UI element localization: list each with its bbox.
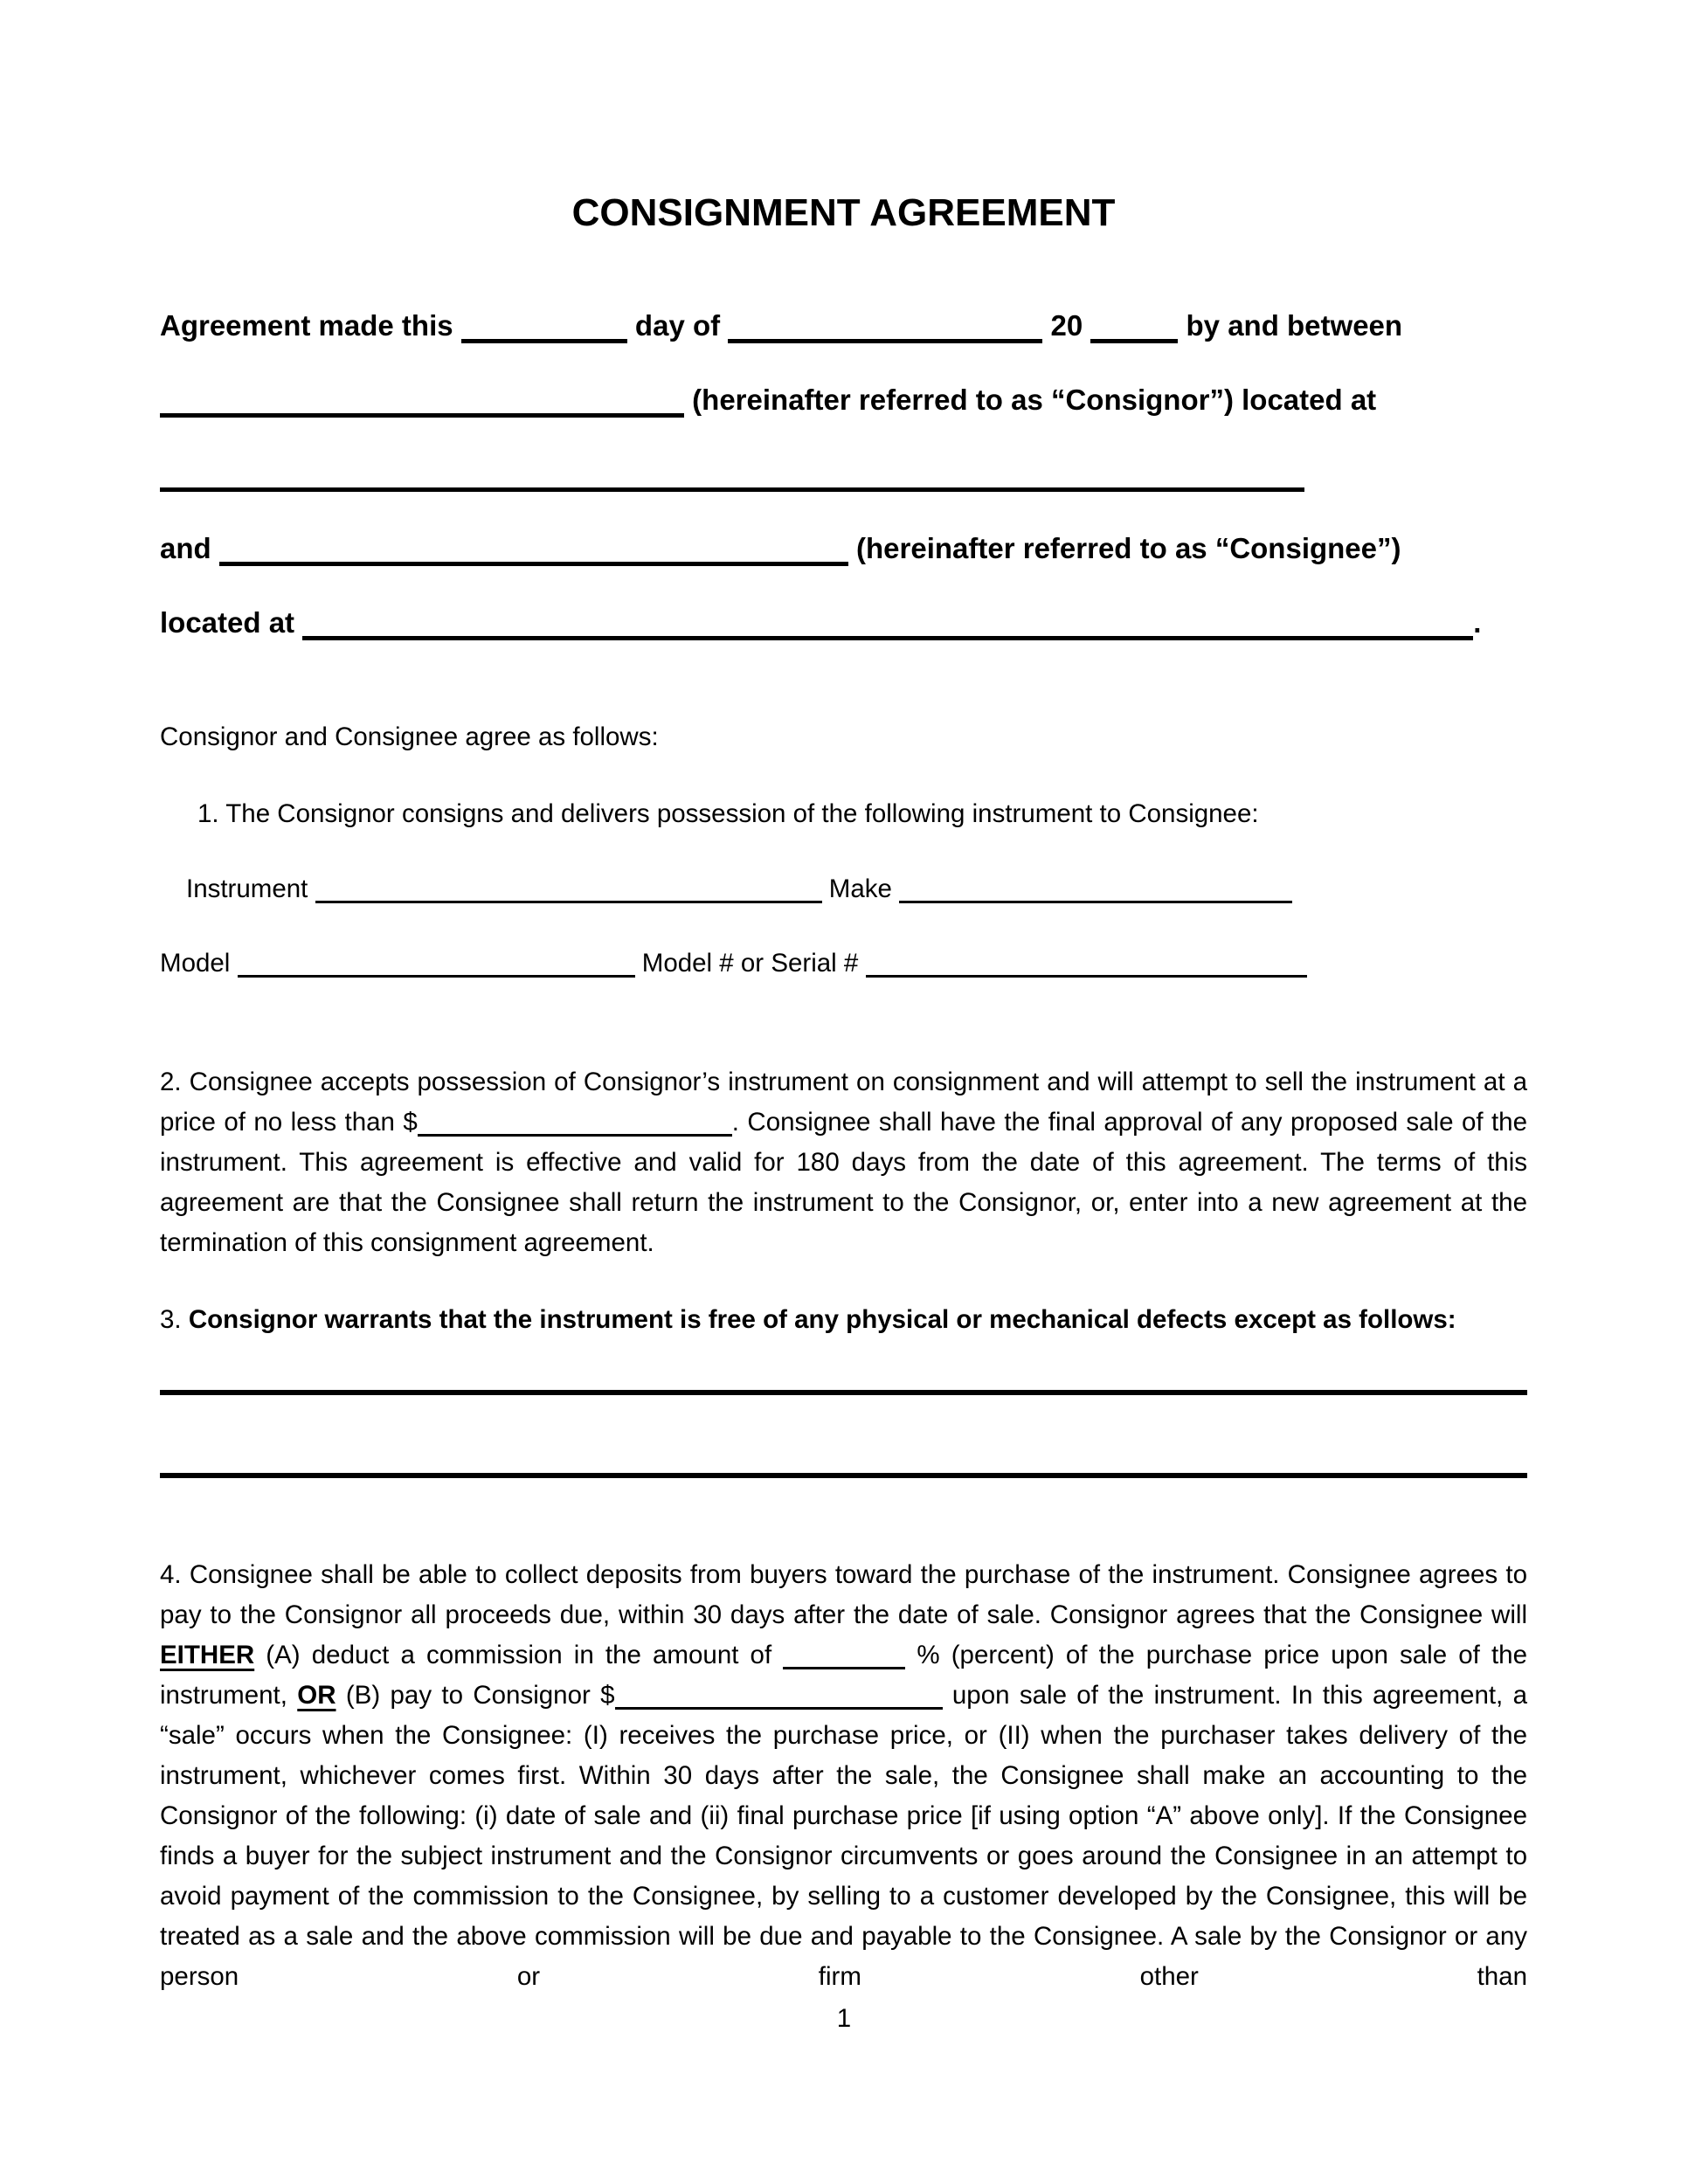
text-segment: 3. [160,1305,189,1334]
text-segment: . Consignee shall have the final approval of any proposed sale of the instrument. This agreement is effective and valid for 180 days from the date of this agreement. The terms of this agreement are that the Consignee shall return the instrument to the Consignor, or, enter into a new agreement at the termination of this consignment agreement. [160,1108,1527,1257]
text-segment: (hereinafter referred to as “Consignor”) located at [684,384,1377,416]
fill-in-blank[interactable] [783,1666,905,1669]
text-segment: (hereinafter referred to as “Consignee”) [847,532,1401,564]
text-segment: Make [821,874,900,903]
fill-in-blank[interactable] [302,635,1473,640]
text-segment: Model [160,949,238,978]
instrument-make-fields-row [160,869,1527,909]
text-segment: located at [160,606,303,639]
fill-in-blank[interactable] [461,338,627,343]
document-title: CONSIGNMENT AGREEMENT [571,191,1116,234]
text-segment: OR [297,1681,336,1710]
model-serial-fields-row [160,943,1527,984]
fill-in-blank[interactable] [238,974,635,978]
clause-2-paragraph [160,1062,1527,1263]
text-segment: 2. Consignee accepts possession of Consignor’s instrument on consignment and will attempt to sell the instrument at a price of no less than $ [160,1068,1527,1137]
text-segment: 20 [1042,309,1091,342]
text-segment: and [160,532,219,564]
text-segment: upon sale of the instrument. In this agreement, a “sale” occurs when the Consignee: (I) receives the purchase price, or (II) when the purchaser takes delivery of the instrument, whichever comes first. Within 30 days after the sale, the Consignee shall make an accounting to the Consignor of the following: (i) date of sale and (ii) final purchase price [if using option “A” above only]. If the Consignee finds a buyer for the subject instrument and the Consignor circumvents or goes around the Consignee in an attempt to avoid payment of the commission to the Consignee, by selling to a customer developed by the Consignee, this will be treated as a sale and the above commission will be due and payable to the Consignee. A sale by the Consignor or any person or firm other than [160,1681,1527,1991]
text-segment: EITHER [160,1641,255,1669]
text-segment: % (percent) of the purchase price upon sale of the instrument, [160,1641,1527,1710]
intro-section [160,306,1527,643]
fill-in-blank[interactable] [1090,338,1178,343]
defects-fill-line-1[interactable] [160,1390,1527,1395]
clause-4-paragraph [160,1555,1527,1997]
fill-in-blank[interactable] [160,412,684,418]
intro-line-consignor-address [160,454,1527,494]
text-segment: by and between [1178,309,1403,342]
fill-in-blank[interactable] [615,1706,943,1710]
intro-line-date [160,306,1527,346]
defects-fill-line-2[interactable] [160,1473,1527,1478]
fill-in-blank[interactable] [728,338,1042,343]
text-segment: 4. Consignee shall be able to collect deposits from buyers toward the purchase of the instrument. Consignee agrees to pay to the Consignor all proceeds due, within 30 days after the date of sale. Consignor agrees that the Consignee will [160,1560,1527,1629]
fill-in-blank[interactable] [418,1133,732,1137]
text-segment: (B) pay to Consignor $ [336,1681,615,1710]
text-segment: Model # or Serial # [634,949,866,978]
fill-in-blank[interactable] [160,487,1304,492]
text-segment: day of [626,309,729,342]
text-segment: Agreement made this [160,309,461,342]
intro-line-consignee-address [160,603,1527,643]
clause-1-text: 1. The Consignor consigns and delivers possession of the following instrument to Consignee: [197,799,1259,828]
text-segment: Instrument [186,874,315,903]
intro-line-consignee-name [160,529,1527,569]
fill-in-blank[interactable] [866,974,1307,978]
fill-in-blank[interactable] [219,561,848,566]
page-number: 1 [836,2004,852,2033]
agreement-lead-in: Consignor and Consignee agree as follows: [160,722,659,751]
intro-line-consignor-name [160,380,1527,420]
fill-in-blank[interactable] [315,900,822,903]
text-segment: Consignor warrants that the instrument is free of any physical or mechanical defects except as follows: [188,1305,1456,1334]
clause-3-paragraph [160,1300,1527,1340]
fill-in-blank[interactable] [899,900,1292,903]
text-segment: (A) deduct a commission in the amount of [254,1641,784,1669]
text-segment: . [1473,606,1482,639]
